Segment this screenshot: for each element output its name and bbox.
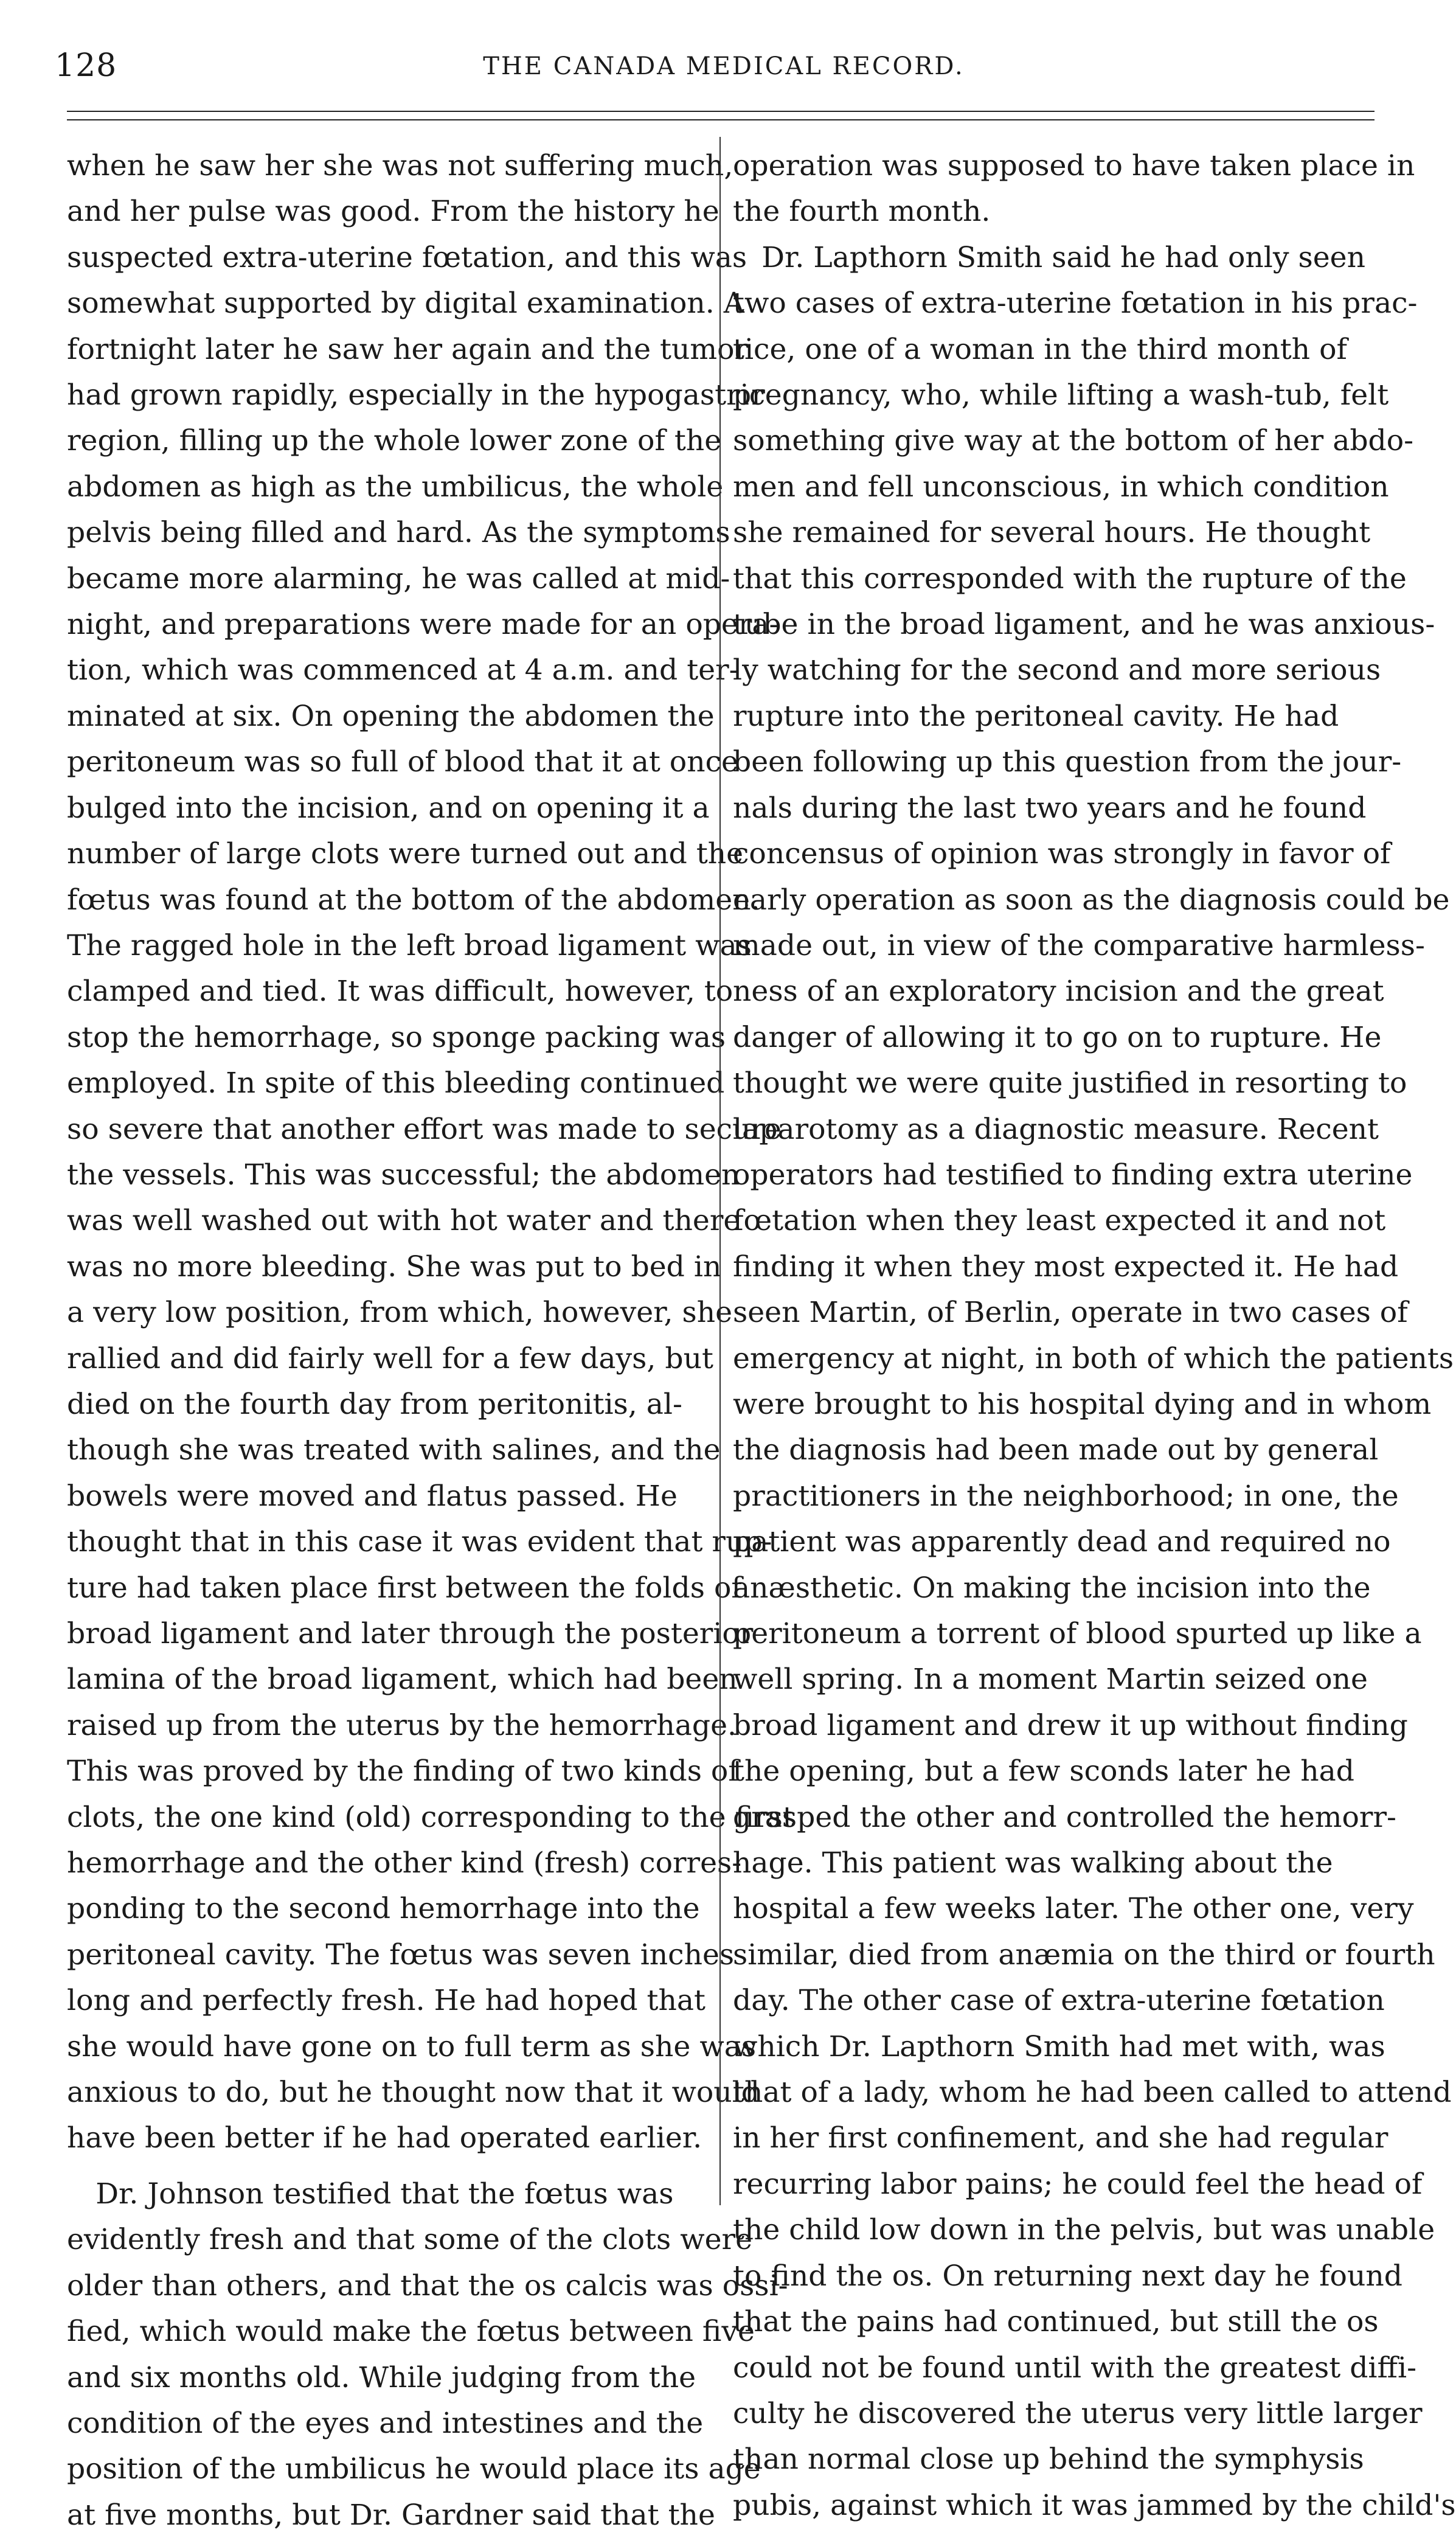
text-line: tice, one of a woman in the third month of <box>733 332 1347 366</box>
text-line: pregnancy, who, while lifting a wash-tub, felt <box>733 378 1389 412</box>
text-line: Dr. Lapthorn Smith said he had only seen <box>733 240 1365 274</box>
text-line: similar, died from anæmia on the third or fourth <box>733 1938 1435 1972</box>
text-line: in her first confinement, and she had regular <box>733 2121 1388 2155</box>
text-line: operation was supposed to have taken place in <box>733 149 1415 183</box>
page-number: 128 <box>55 47 117 84</box>
text-line: number of large clots were turned out and the <box>67 837 744 871</box>
text-line: suspected extra-uterine fœtation, and this was <box>67 240 747 274</box>
text-line: region, filling up the whole lower zone of the <box>67 424 722 458</box>
header-rule-top <box>67 111 1375 112</box>
text-line: peritoneum a torrent of blood spurted up like a <box>733 1617 1422 1650</box>
text-line: thought that in this case it was evident that rup- <box>67 1525 772 1559</box>
text-line: pelvis being filled and hard. As the symptoms <box>67 516 730 550</box>
text-line: ness of an exploratory incision and the great <box>733 975 1384 1009</box>
text-line: hospital a few weeks later. The other one, very <box>733 1892 1414 1926</box>
text-line: thought we were quite justified in resorting to <box>733 1066 1407 1100</box>
text-line: anæsthetic. On making the incision into the <box>733 1571 1371 1605</box>
text-line: so severe that another effort was made to secure <box>67 1112 782 1146</box>
text-line: somewhat supported by digital examination. A <box>67 287 744 321</box>
text-line: the child low down in the pelvis, but was unable <box>733 2213 1435 2247</box>
text-line: bulged into the incision, and on opening it a <box>67 791 710 825</box>
text-line: bowels were moved and flatus passed. He <box>67 1479 678 1513</box>
text-line: made out, in view of the comparative harmless- <box>733 928 1425 962</box>
text-line: the diagnosis had been made out by general <box>733 1433 1379 1467</box>
text-line: the vessels. This was successful; the abdomen <box>67 1158 740 1192</box>
text-line: stop the hemorrhage, so sponge packing was <box>67 1020 726 1054</box>
text-line: than normal close up behind the symphysis <box>733 2442 1364 2477</box>
text-line: danger of allowing it to go on to rupture. He <box>733 1020 1382 1054</box>
text-line: raised up from the uterus by the hemorrhage. <box>67 1708 737 1742</box>
text-line: seen Martin, of Berlin, operate in two cases of <box>733 1296 1408 1330</box>
text-line: nals during the last two years and he found <box>733 791 1367 825</box>
text-line: men and fell unconscious, in which condition <box>733 470 1389 504</box>
text-line: minated at six. On opening the abdomen the <box>67 699 715 733</box>
text-line: The ragged hole in the left broad ligament was <box>67 928 752 962</box>
text-line: could not be found until with the greatest diffi- <box>733 2351 1417 2385</box>
text-line: clamped and tied. It was difficult, however, to <box>67 975 733 1009</box>
text-line: clots, the one kind (old) corresponding to the first <box>67 1800 794 1834</box>
text-line: broad ligament and drew it up without finding <box>733 1708 1408 1742</box>
text-line: peritoneal cavity. The fœtus was seven inches <box>67 1938 735 1972</box>
text-line: emergency at night, in both of which the patients <box>733 1341 1454 1375</box>
text-line: finding it when they most expected it. He had <box>733 1250 1399 1284</box>
text-line: This was proved by the finding of two kinds of <box>67 1754 739 1789</box>
text-line: that of a lady, whom he had been called to attend <box>733 2076 1452 2110</box>
text-line: culty he discovered the uterus very little larger <box>733 2396 1423 2430</box>
text-line: day. The other case of extra-uterine fœtation <box>733 1984 1385 2018</box>
text-line: that this corresponded with the rupture of the <box>733 561 1407 596</box>
left-text-column <box>67 143 794 2538</box>
text-line: rupture into the peritoneal cavity. He had <box>733 699 1339 733</box>
text-line: at five months, but Dr. Gardner said that the <box>67 2498 715 2532</box>
text-line: a very low position, from which, however, she <box>67 1296 733 1330</box>
text-line: ly watching for the second and more serious <box>733 653 1381 687</box>
text-line: which Dr. Lapthorn Smith had met with, was <box>733 2029 1385 2063</box>
text-line: she would have gone on to full term as she was <box>67 2029 757 2063</box>
text-line: though she was treated with salines, and the <box>67 1433 721 1467</box>
text-line: operators had testified to finding extra uterine <box>733 1158 1413 1192</box>
text-line: have been better if he had operated earlier. <box>67 2121 702 2155</box>
text-line: something give way at the bottom of her abdo- <box>733 424 1414 458</box>
text-line: became more alarming, he was called at mid- <box>67 561 730 596</box>
text-line: fied, which would make the fœtus between five <box>67 2315 755 2349</box>
text-line: and six months old. While judging from the <box>67 2360 696 2394</box>
text-line: recurring labor pains; he could feel the head of <box>733 2167 1423 2201</box>
text-line: was no more bleeding. She was put to bed in <box>67 1250 722 1284</box>
text-line: to find the os. On returning next day he found <box>733 2259 1402 2293</box>
text-line: been following up this question from the jour- <box>733 745 1402 779</box>
text-line: fortnight later he saw her again and the tumor <box>67 332 749 366</box>
journal-title: THE CANADA MEDICAL RECORD. <box>483 52 965 80</box>
text-line: died on the fourth day from peritonitis, al- <box>67 1387 682 1421</box>
text-line: ponding to the second hemorrhage into the <box>67 1892 700 1926</box>
text-line: older than others, and that the os calcis was ossi- <box>67 2269 788 2303</box>
text-line: that the pains had continued, but still the os <box>733 2305 1379 2339</box>
text-line: ture had taken place first between the folds of <box>67 1571 742 1605</box>
column-divider <box>719 137 721 2205</box>
text-line: the fourth month. <box>733 195 991 229</box>
text-line: anxious to do, but he thought now that it would <box>67 2076 760 2110</box>
text-line: two cases of extra-uterine fœtation in his prac- <box>733 287 1418 321</box>
text-line: hemorrhage and the other kind (fresh) corres- <box>67 1846 742 1880</box>
text-line: night, and preparations were made for an opera- <box>67 608 779 642</box>
text-line: laparotomy as a diagnostic measure. Recent <box>733 1112 1379 1146</box>
text-line: the opening, but a few sconds later he had <box>733 1754 1354 1789</box>
text-line: lamina of the broad ligament, which had been <box>67 1663 738 1697</box>
running-header <box>55 47 1393 90</box>
text-line: rallied and did fairly well for a few days, but <box>67 1341 713 1375</box>
text-line: well spring. In a moment Martin seized one <box>733 1663 1368 1697</box>
right-text-column <box>733 143 1456 2528</box>
text-line: were brought to his hospital dying and in whom <box>733 1387 1432 1421</box>
text-line: fœtation when they least expected it and not <box>733 1204 1386 1238</box>
text-line: hage. This patient was walking about the <box>733 1846 1333 1880</box>
text-line: tion, which was commenced at 4 a.m. and ter- <box>67 653 739 687</box>
text-line: Dr. Johnson testified that the fœtus was <box>67 2177 674 2211</box>
text-line: position of the umbilicus he would place its age <box>67 2452 761 2486</box>
text-line: evidently fresh and that some of the clots were <box>67 2223 752 2257</box>
text-line: employed. In spite of this bleeding continued <box>67 1066 725 1100</box>
text-line: fœtus was found at the bottom of the abdomen. <box>67 883 760 917</box>
text-line: pubis, against which it was jammed by the child's <box>733 2488 1456 2522</box>
paragraph-gap <box>67 2161 712 2171</box>
text-line: practitioners in the neighborhood; in one, the <box>733 1479 1399 1513</box>
text-line: concensus of opinion was strongly in favor of <box>733 837 1391 871</box>
text-line: patient was apparently dead and required no <box>733 1525 1391 1559</box>
text-line: early operation as soon as the diagnosis could be <box>733 883 1450 917</box>
text-line: grasped the other and controlled the hemorr- <box>733 1800 1396 1834</box>
text-line: condition of the eyes and intestines and the <box>67 2406 704 2440</box>
text-line: when he saw her she was not suffering much, <box>67 149 733 183</box>
text-line: tube in the broad ligament, and he was anxious- <box>733 608 1435 642</box>
text-line: peritoneum was so full of blood that it at once <box>67 745 738 779</box>
text-line: abdomen as high as the umbilicus, the whole <box>67 470 724 504</box>
text-line: long and perfectly fresh. He had hoped that <box>67 1984 705 2018</box>
text-line: and her pulse was good. From the history he <box>67 195 719 229</box>
header-rule-bottom <box>67 119 1375 120</box>
text-line: was well washed out with hot water and there <box>67 1204 741 1238</box>
text-line: broad ligament and later through the posterior <box>67 1617 754 1650</box>
text-line: she remained for several hours. He thought <box>733 516 1371 550</box>
text-line: had grown rapidly, especially in the hypogastric <box>67 378 766 412</box>
